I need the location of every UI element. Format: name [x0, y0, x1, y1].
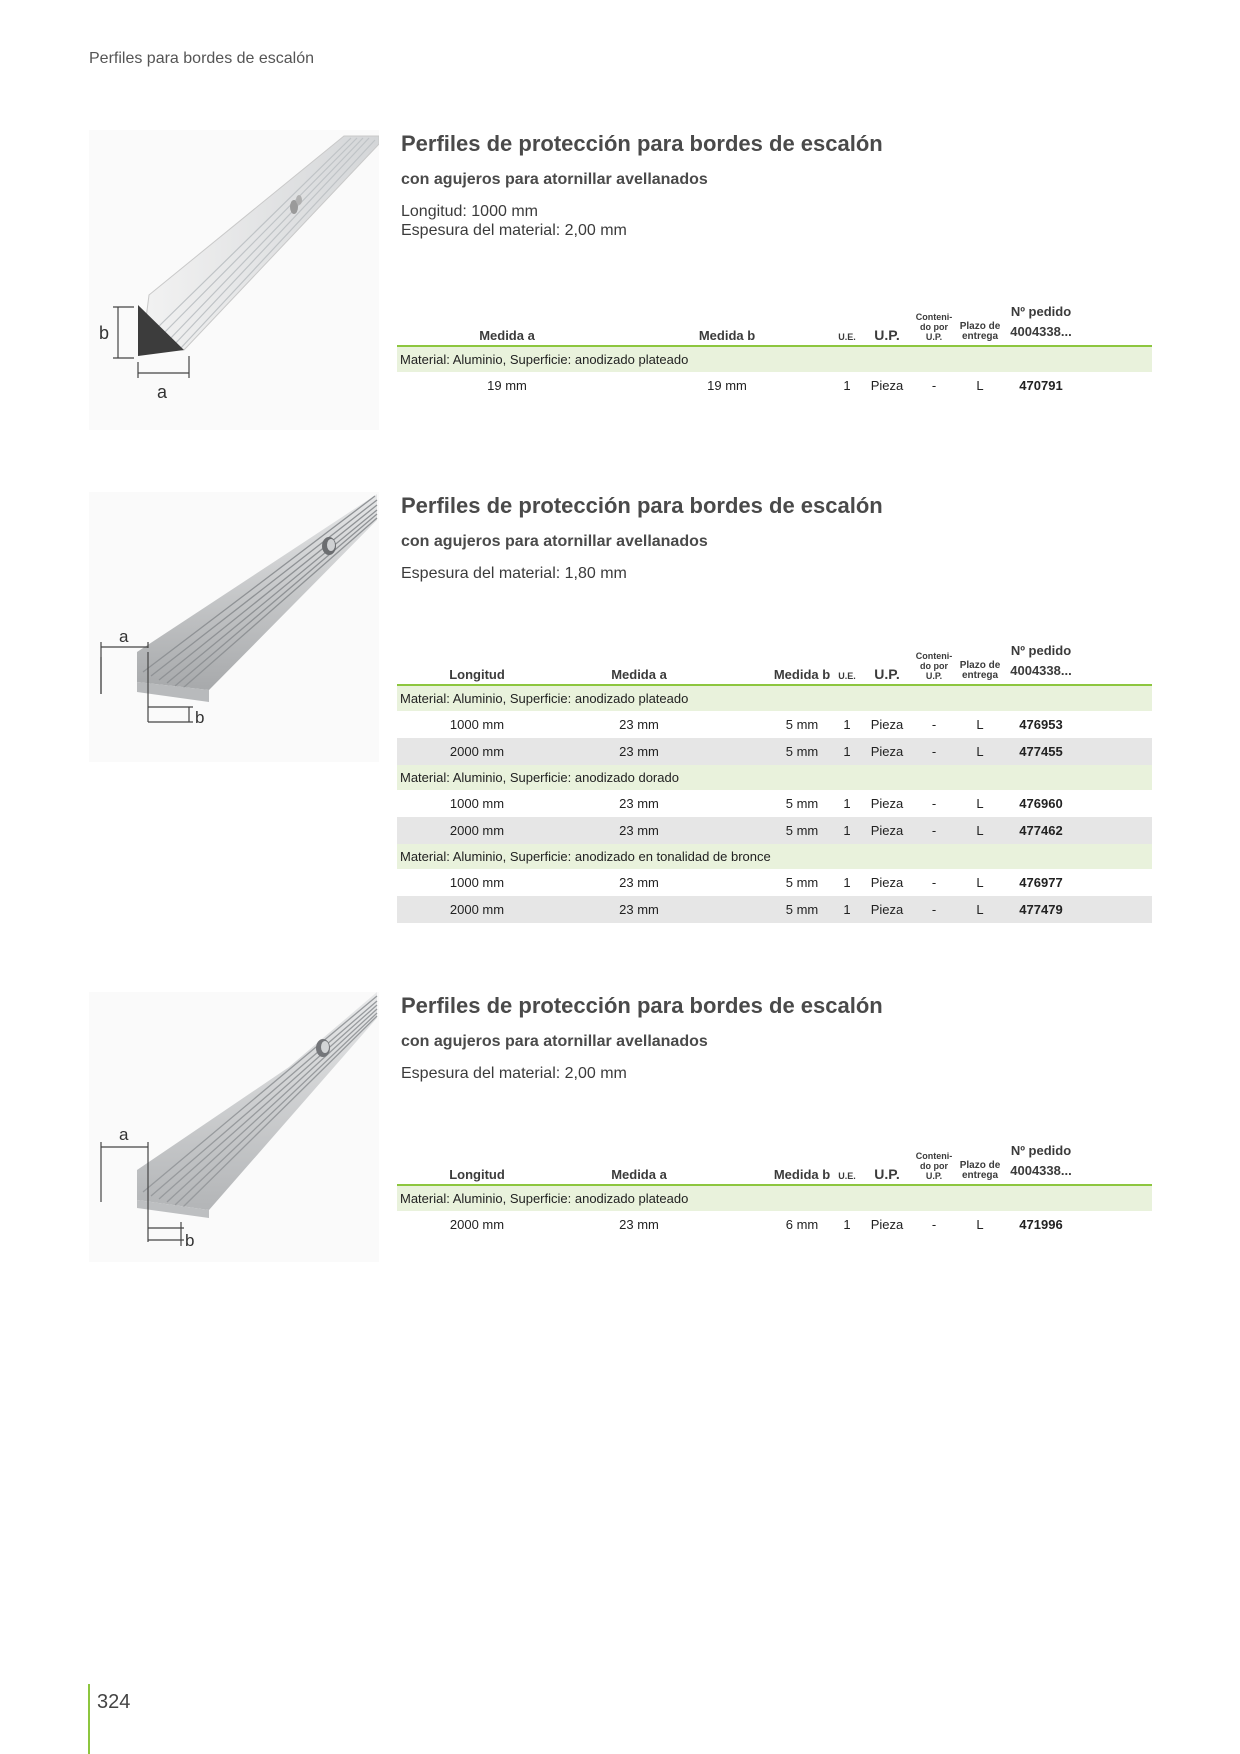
table-cell: 1000 mm: [449, 717, 505, 732]
table-cell: L: [976, 378, 984, 393]
table-cell: L: [976, 717, 984, 732]
table-cell: Pieza: [870, 902, 904, 917]
table-cell: -: [931, 717, 937, 732]
header-line: Conteni-: [915, 312, 953, 322]
product-info-3: [401, 992, 1152, 1083]
dim-label-b: b: [185, 1231, 195, 1250]
product-specs: [401, 202, 1152, 240]
table-cell: 1000 mm: [449, 875, 505, 890]
header-line: Plazo de: [959, 321, 1001, 332]
table-cell: -: [931, 875, 937, 890]
table-cell: 1: [843, 902, 851, 917]
table-cell: 23 mm: [619, 902, 659, 917]
table-cell: -: [931, 378, 937, 393]
table-cell: 2000 mm: [449, 823, 505, 838]
col-medida-a: Medida a: [611, 1167, 667, 1182]
table-header: [397, 305, 1152, 347]
table-row: [397, 896, 1152, 923]
col-pedido: [1001, 1141, 1081, 1181]
table-cell: 5 mm: [785, 796, 819, 811]
page-header: Perfiles para bordes de escalón: [89, 50, 315, 67]
col-longitud: Longitud: [449, 1167, 505, 1182]
product-title: Perfiles de protección para bordes de escalón: [401, 993, 883, 1018]
product-subtitle: con agujeros para atornillar avellanados: [401, 1033, 708, 1050]
table-cell: -: [931, 902, 937, 917]
table-cell: 19 mm: [707, 378, 747, 393]
table-cell: 1: [843, 717, 851, 732]
col-up: U.P.: [874, 666, 900, 682]
table-cell: -: [931, 823, 937, 838]
table-cell: -: [931, 1217, 937, 1232]
col-plazo: [959, 322, 1001, 342]
header-line: Nº pedido: [1010, 643, 1072, 658]
header-line: do por: [920, 322, 948, 332]
col-contenido: [909, 312, 959, 342]
col-ue: U.E.: [838, 671, 856, 681]
header-line: do por: [920, 661, 948, 671]
table-cell: 1: [843, 1217, 851, 1232]
table-cell: 23 mm: [619, 823, 659, 838]
table-cell: -: [931, 744, 937, 759]
dim-label-a: a: [157, 382, 168, 402]
table-cell: 23 mm: [619, 744, 659, 759]
col-medida-a: Medida a: [611, 667, 667, 682]
product-subtitle: con agujeros para atornillar avellanados: [401, 171, 708, 188]
dim-label-a: a: [119, 627, 129, 646]
dim-label-b: b: [195, 708, 205, 727]
material-group-row: Material: Aluminio, Superficie: anodizado en tonalidad de bronce: [397, 844, 1152, 869]
table-cell: 471996: [1019, 1217, 1063, 1232]
table-cell: 2000 mm: [449, 744, 505, 759]
table-cell: 19 mm: [487, 378, 527, 393]
dim-label-b: b: [99, 323, 110, 343]
table-cell: 1: [843, 796, 851, 811]
table-header: [397, 644, 1152, 686]
material-group-row: Material: Aluminio, Superficie: anodizado plateado: [397, 686, 1152, 711]
profile-drawing-3: [89, 992, 379, 1262]
product-section-2: [89, 492, 1152, 932]
table-cell: 5 mm: [785, 744, 819, 759]
table-cell: 476960: [1019, 796, 1063, 811]
table-row: [397, 817, 1152, 844]
product-table-3: [397, 1144, 1152, 1238]
col-plazo: [959, 1161, 1001, 1181]
table-cell: L: [976, 1217, 984, 1232]
col-medida-a: Medida a: [479, 328, 535, 343]
col-medida-b: Medida b: [773, 1167, 831, 1182]
col-contenido: [909, 651, 959, 681]
product-table-2: [397, 644, 1152, 923]
table-cell: 477462: [1019, 823, 1063, 838]
spec-line: Espesura del material: 1,80 mm: [401, 565, 627, 582]
table-row: [397, 711, 1152, 738]
page-number: 324: [97, 1691, 131, 1713]
material-group-row: Material: Aluminio, Superficie: anodizado plateado: [397, 347, 1152, 372]
table-cell: L: [976, 744, 984, 759]
product-subtitle: con agujeros para atornillar avellanados: [401, 533, 708, 550]
table-cell: 23 mm: [619, 717, 659, 732]
table-cell: L: [976, 796, 984, 811]
header-line: entrega: [961, 331, 999, 342]
spec-line: Longitud: 1000 mm: [401, 203, 538, 220]
product-section-1: [89, 130, 1152, 460]
profile-drawing-2: [89, 492, 379, 762]
product-info-1: [401, 130, 1152, 240]
table-cell: 476977: [1019, 875, 1063, 890]
table-cell: Pieza: [870, 875, 904, 890]
table-cell: Pieza: [870, 796, 904, 811]
table-cell: 477455: [1019, 744, 1063, 759]
table-cell: 1: [843, 875, 851, 890]
table-cell: 5 mm: [785, 823, 819, 838]
table-cell: L: [976, 875, 984, 890]
table-cell: Pieza: [870, 378, 904, 393]
spec-line: Espesura del material: 2,00 mm: [401, 1065, 627, 1082]
product-title: Perfiles de protección para bordes de escalón: [401, 131, 883, 156]
product-title: Perfiles de protección para bordes de escalón: [401, 493, 883, 518]
header-line: 4004338...: [1010, 324, 1072, 339]
product-info-2: [401, 492, 1152, 583]
col-longitud: Longitud: [449, 667, 505, 682]
dim-label-a: a: [119, 1125, 129, 1144]
col-up: U.P.: [874, 327, 900, 343]
table-cell: 1: [843, 823, 851, 838]
table-cell: 5 mm: [785, 875, 819, 890]
header-line: Nº pedido: [1010, 304, 1072, 319]
product-specs: [401, 1064, 1152, 1083]
table-cell: 1000 mm: [449, 796, 505, 811]
header-line: Plazo de: [959, 1160, 1001, 1171]
material-group-row: Material: Aluminio, Superficie: anodizado plateado: [397, 1186, 1152, 1211]
table-row: [397, 790, 1152, 817]
product-image-2: [89, 492, 379, 782]
table-cell: 6 mm: [785, 1217, 819, 1232]
header-line: U.P.: [925, 332, 943, 342]
col-medida-b: Medida b: [773, 667, 831, 682]
col-pedido: [1001, 302, 1081, 342]
product-section-3: [89, 992, 1152, 1292]
table-cell: Pieza: [870, 744, 904, 759]
table-cell: 476953: [1019, 717, 1063, 732]
footer-accent-line: [88, 1684, 90, 1754]
table-cell: L: [976, 823, 984, 838]
col-ue: U.E.: [838, 1171, 856, 1181]
col-medida-b: Medida b: [698, 328, 756, 343]
table-row: [397, 869, 1152, 896]
table-cell: 1: [843, 378, 851, 393]
table-cell: -: [931, 796, 937, 811]
table-cell: 5 mm: [785, 902, 819, 917]
header-line: 4004338...: [1010, 663, 1072, 678]
material-group-row: Material: Aluminio, Superficie: anodizado dorado: [397, 765, 1152, 790]
table-cell: Pieza: [870, 717, 904, 732]
header-line: entrega: [961, 1170, 999, 1181]
table-cell: 477479: [1019, 902, 1063, 917]
profile-drawing-1: [89, 130, 379, 430]
product-image-3: [89, 992, 379, 1282]
product-image-1: [89, 130, 379, 420]
table-row: [397, 372, 1152, 399]
header-line: U.P.: [925, 1171, 943, 1181]
col-plazo: [959, 661, 1001, 681]
table-row: [397, 738, 1152, 765]
table-cell: 23 mm: [619, 875, 659, 890]
table-cell: 23 mm: [619, 1217, 659, 1232]
col-up: U.P.: [874, 1166, 900, 1182]
table-cell: 2000 mm: [449, 1217, 505, 1232]
col-pedido: [1001, 641, 1081, 681]
table-cell: 5 mm: [785, 717, 819, 732]
header-line: entrega: [961, 670, 999, 681]
header-line: Conteni-: [915, 1151, 953, 1161]
col-ue: U.E.: [838, 332, 856, 342]
table-cell: Pieza: [870, 823, 904, 838]
table-cell: 2000 mm: [449, 902, 505, 917]
header-line: U.P.: [925, 671, 943, 681]
table-cell: Pieza: [870, 1217, 904, 1232]
product-table-1: [397, 305, 1152, 399]
table-row: [397, 1211, 1152, 1238]
col-contenido: [909, 1151, 959, 1181]
table-header: [397, 1144, 1152, 1186]
table-cell: 470791: [1019, 378, 1063, 393]
header-line: Nº pedido: [1010, 1143, 1072, 1158]
header-line: 4004338...: [1010, 1163, 1072, 1178]
spec-line: Espesura del material: 2,00 mm: [401, 222, 627, 239]
header-line: Plazo de: [959, 660, 1001, 671]
header-line: Conteni-: [915, 651, 953, 661]
table-cell: 1: [843, 744, 851, 759]
table-cell: L: [976, 902, 984, 917]
header-line: do por: [920, 1161, 948, 1171]
product-specs: [401, 564, 1152, 583]
table-cell: 23 mm: [619, 796, 659, 811]
